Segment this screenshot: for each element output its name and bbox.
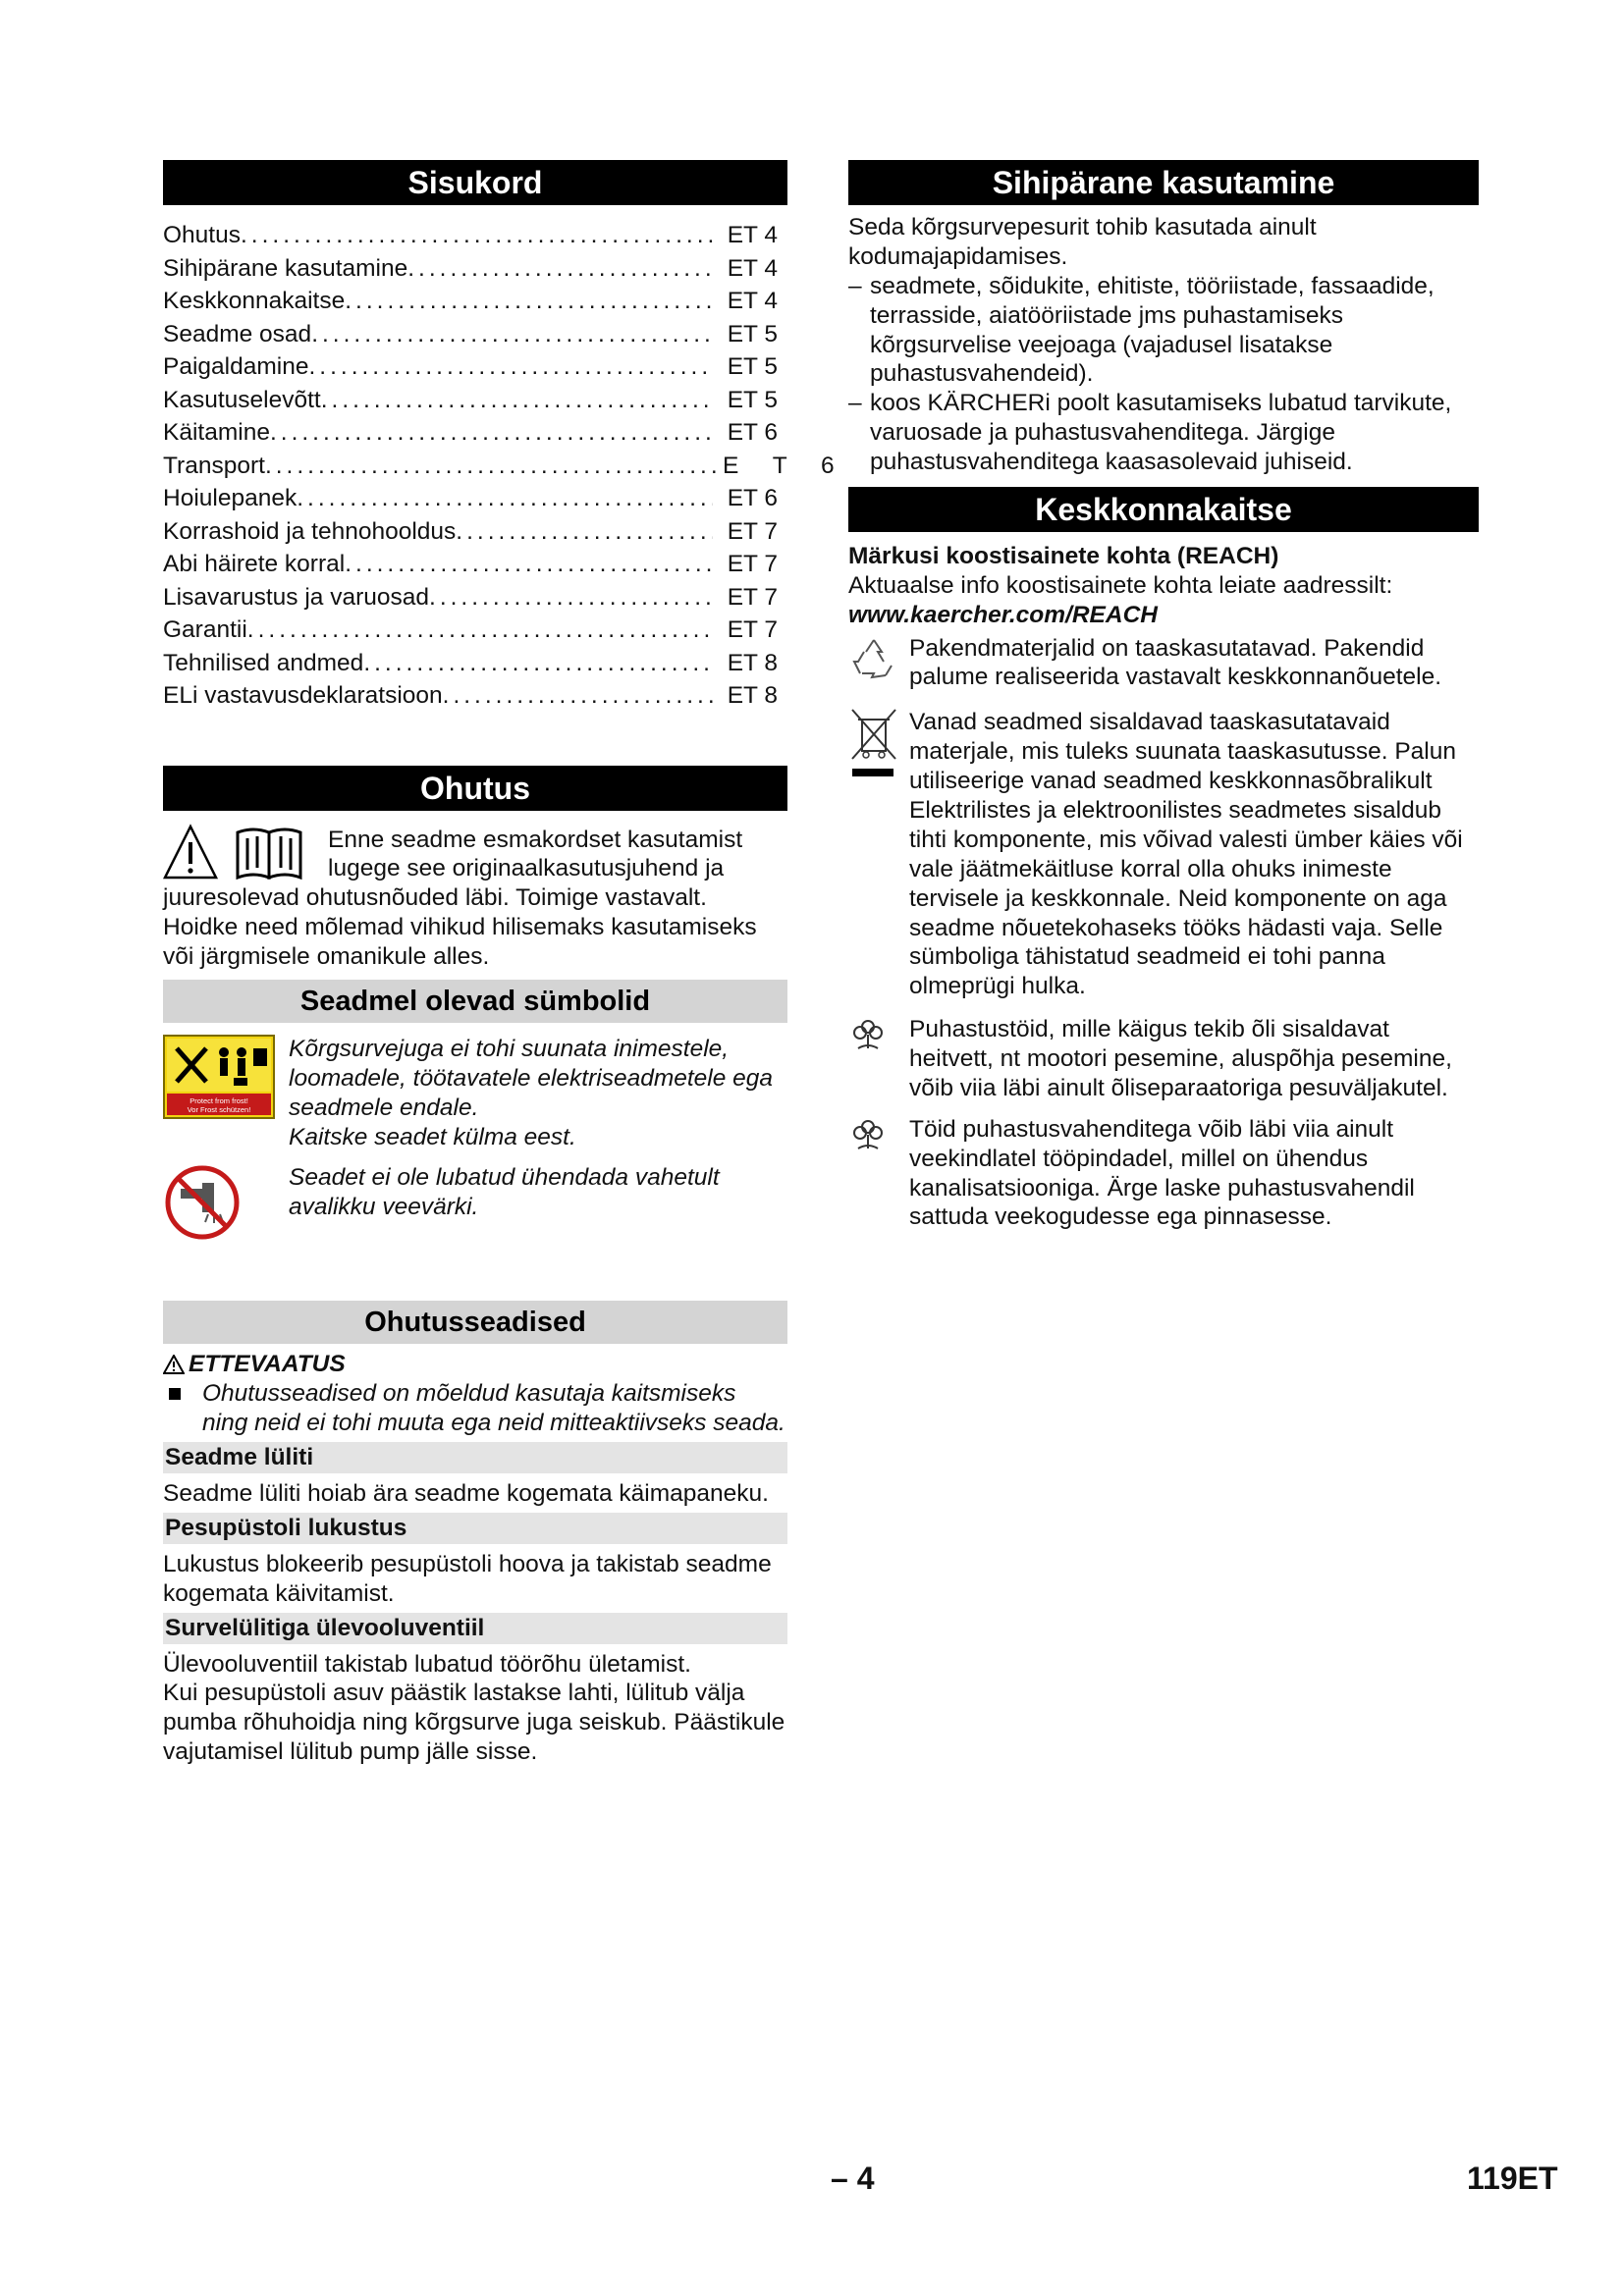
left-column	[163, 160, 836, 1767]
symbols-heading: Seadmel olevad sümbolid	[163, 980, 787, 1023]
table-of-contents	[163, 221, 836, 715]
symbol-text-frost: Kaitske seadet külma eest.	[289, 1123, 576, 1150]
valve-text-1: Ülevooluventiil takistab lubatud töörõhu ületamist.	[163, 1650, 691, 1678]
toc-item[interactable]: ELi vastavusdeklaratsioon ..... ET 8	[163, 681, 787, 715]
bullet-square-icon	[169, 1388, 181, 1400]
document-code: 119ET	[1467, 2161, 1558, 2196]
toc-item[interactable]: Lisavarustus ja varuosad ..... ET 7	[163, 583, 787, 616]
toc-item[interactable]: Paigaldamine ..... ET 5	[163, 352, 787, 386]
lock-text: Lukustus blokeerib pesupüstoli hoova ja takistab seadme kogemata käivitamist.	[163, 1550, 772, 1607]
valve-subheading: Survelülitiga ülevooluventiil	[163, 1613, 787, 1644]
page-number: – 4	[831, 2161, 875, 2196]
env-weee: Vanad seadmed sisaldavad taaskasutatavaid materjale, mis tuleks suunata taaskasutusse. Palun utiliseerige vanad seadmed keskkonnasõbralikult Elektrilistes ja elektroonilistes seadmetes sisaldub tihti komponente, mis võivad valesti ümber käies või vale jäätmekäitluse korral olla ohuks inimeste tervisele ja keskkonnale. Neid komponente on aga seadme nõuetekohaseks tööks hädasti vaja. Selle sümboliga tähistatud seadmeid ei tohi panna olmeprügi hulka.	[848, 708, 1479, 1001]
toc-item[interactable]: Ohutus ..... ET 4	[163, 221, 787, 254]
right-column	[848, 160, 1479, 1232]
svg-text:Protect from frost!: Protect from frost!	[189, 1095, 248, 1105]
environment-heading: Keskkonnakaitse	[848, 487, 1479, 532]
reach-text: Aktuaalse info koostisainete kohta leiate aadressilt:	[848, 571, 1393, 599]
safety-heading: Ohutus	[163, 766, 787, 811]
crossed-bin-icon	[848, 708, 909, 1001]
safety-intro-text: Enne seadme esmakordset kasutamist lugege see originaalkasutusjuhend ja juuresolevad ohutusnõuded läbi. Toimige vastavalt. Hoidke need mõlemad vihikud hilisemaks kasutamiseks või järgmisele omanikule alles.	[163, 826, 757, 970]
symbol-text-spray: Kõrgsurvejuga ei tohi suunata inimestele, loomadele, töötavatele elektriseadmetele ega seadmele endale.	[289, 1035, 774, 1121]
toc-item[interactable]: Korrashoid ja tehnohooldus ..... ET 7	[163, 517, 787, 551]
svg-text:Vor Frost schützen!: Vor Frost schützen!	[187, 1104, 251, 1114]
toc-item[interactable]: Seadme osad ..... ET 5	[163, 320, 787, 353]
caution-label: ETTEVAATUS	[163, 1350, 787, 1379]
no-water-connection-icon	[163, 1163, 289, 1250]
toc-item[interactable]: Käitamine ..... ET 6	[163, 418, 787, 452]
env-oil: Puhastustöid, mille käigus tekib õli sisaldavat heitvett, nt mootori pesemine, aluspõhja pesemine, võib viia läbi ainult õliseparaatoriga pesuväljakutel.	[848, 1015, 1479, 1103]
reach-link[interactable]: www.kaercher.com/REACH	[848, 601, 1158, 628]
spray-warning-icon	[163, 1035, 289, 1152]
env-detergent: Töid puhastusvahenditega võib läbi viia ainult veekindlatel tööpindadel, millel on ühendus kanalisatsiooniga. Ärge laske puhastusvahendil sattuda veekogudesse ega pinnasesse.	[848, 1115, 1479, 1233]
caution-triangle-icon	[163, 1355, 185, 1374]
symbol-item-water-supply	[163, 1163, 787, 1250]
toc-item[interactable]: Kasutuselevõtt ..... ET 5	[163, 386, 787, 419]
toc-item[interactable]: Keskkonnakaitse ..... ET 4	[163, 287, 787, 320]
tree-hand-icon	[848, 1015, 909, 1103]
usage-dash-1: – seadmete, sõidukite, ehitiste, tööriistade, fassaadide, terrasside, aiatööriistade jms puhastamiseks kõrgsurvelise veejoaga (vajadusel lisatakse puhastusvahendeid).	[848, 272, 1435, 388]
toc-item[interactable]: Abi häirete korral ..... ET 7	[163, 550, 787, 583]
toc-item[interactable]: Sihipärane kasutamine ..... ET 4	[163, 254, 787, 288]
warning-and-manual-icons	[163, 823, 320, 883]
safety-intro-block	[163, 823, 787, 972]
switch-text: Seadme lüliti hoiab ära seadme kogemata käimapaneku.	[163, 1479, 769, 1507]
toc-heading: Sisukord	[163, 160, 787, 205]
tree-hand-icon	[848, 1115, 909, 1233]
usage-heading: Sihipärane kasutamine	[848, 160, 1479, 205]
caution-bullet: Ohutusseadised on mõeldud kasutaja kaitsmiseks ning neid ei tohi muuta ega neid mitteaktiivseks seada.	[163, 1379, 787, 1438]
switch-subheading: Seadme lüliti	[163, 1442, 787, 1473]
symbol-text-water: Seadet ei ole lubatud ühendada vahetult avalikku veevärki.	[289, 1164, 720, 1221]
recycling-icon	[848, 634, 909, 693]
usage-dash-2: – koos KÄRCHERi poolt kasutamiseks lubatud tarvikute, varuosade ja puhastusvahenditega. Järgige puhastusvahenditega kaasasolevaid juhiseid.	[848, 390, 1452, 475]
toc-item[interactable]: Garantii ..... ET 7	[163, 615, 787, 649]
usage-intro: Seda kõrgsurvepesurit tohib kasutada ainult kodumajapidamises.	[848, 214, 1317, 270]
devices-heading: Ohutusseadised	[163, 1301, 787, 1344]
lock-subheading: Pesupüstoli lukustus	[163, 1513, 787, 1544]
toc-item[interactable]: Tehnilised andmed ..... ET 8	[163, 649, 787, 682]
valve-text-2: Kui pesupüstoli asuv päästik lastakse lahti, lülitub välja pumba rõhuhoidja ning kõrgsurve juga seiskub. Päästikule vajutamisel lülitub pump jälle sisse.	[163, 1680, 785, 1766]
warning-triangle-icon	[163, 823, 312, 883]
toc-item[interactable]: Transport ..... E T 6	[163, 452, 787, 485]
manual-book-icon	[238, 829, 300, 878]
toc-item[interactable]: Hoiulepanek ..... ET 6	[163, 484, 787, 517]
env-packaging: Pakendmaterjalid on taaskasutatavad. Pakendid palume realiseerida vastavalt keskkonnanõuetele.	[848, 634, 1479, 693]
reach-title: Märkusi koostisainete kohta (REACH)	[848, 542, 1279, 569]
symbol-item-spray-warning	[163, 1035, 787, 1152]
